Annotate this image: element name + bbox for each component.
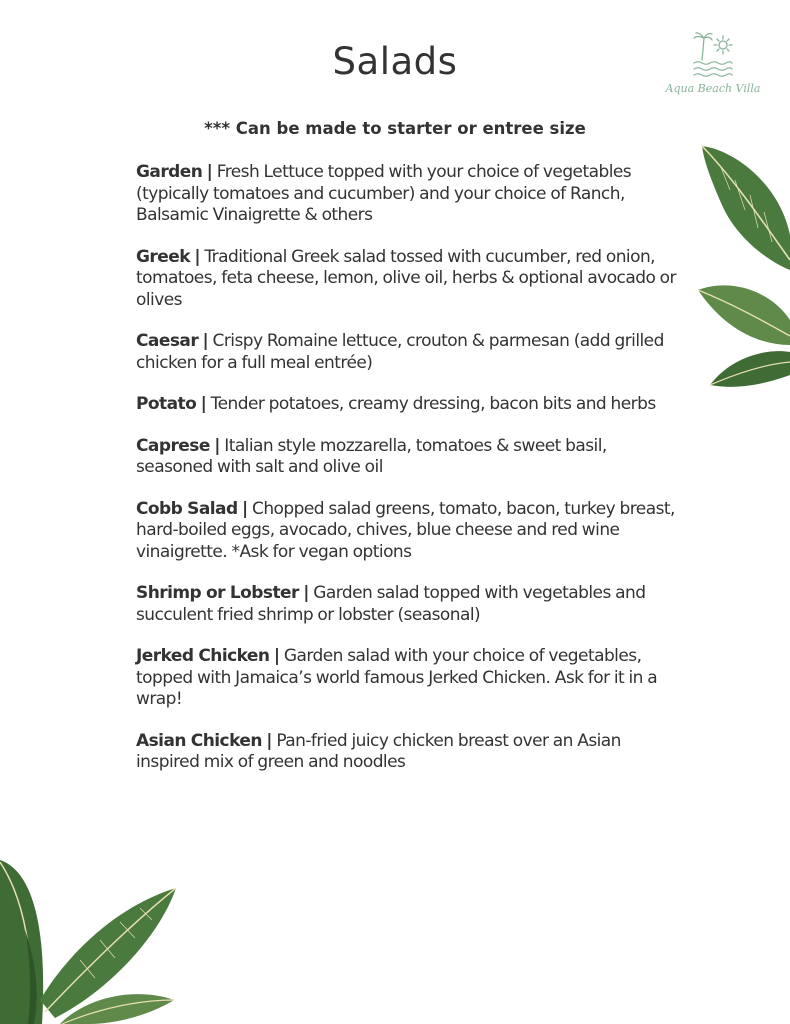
logo-text: Aqua Beach Villa — [665, 82, 761, 95]
menu-item-caprese — [136, 436, 684, 479]
item-name: Caesar — [136, 331, 199, 351]
item-name: Jerked Chicken — [136, 646, 270, 666]
leaf-icon — [702, 146, 790, 270]
page-title: Salads — [332, 40, 458, 83]
item-separator: | — [241, 498, 248, 519]
item-name: Cobb Salad — [136, 498, 238, 519]
salad-menu — [136, 162, 684, 794]
leaf-icon — [710, 351, 790, 387]
item-separator: | — [266, 730, 272, 751]
item-separator: | — [206, 162, 213, 182]
leaf-icon — [0, 860, 43, 1024]
menu-item-potato — [136, 394, 684, 416]
item-separator: | — [303, 583, 309, 603]
item-description: Pan-fried juicy chicken breast over an Asian inspired mix of green and noodles — [136, 730, 621, 772]
item-description: Garden salad topped with vegetables and succulent fried shrimp or lobster (seasonal) — [136, 583, 646, 625]
menu-item-garden — [136, 162, 684, 227]
item-description: Fresh Lettuce topped with your choice of vegetables (typically tomatoes and cucumber) and your choice of Ranch, Balsamic Vinaigrette & others — [136, 162, 632, 225]
item-description: Garden salad with your choice of vegetables, topped with Jamaica’s world famous Jerked Chicken. Ask for it in a wrap! — [136, 646, 658, 709]
item-description: Chopped salad greens, tomato, bacon, turkey breast, hard-boiled eggs, avocado, chives, blue cheese and red wine vinaigrette. *Ask for vegan options — [136, 498, 675, 562]
item-name: Shrimp or Lobster — [136, 583, 299, 603]
item-name: Caprese — [136, 435, 210, 456]
item-name: Garden — [136, 162, 203, 182]
item-separator: | — [273, 646, 280, 666]
leaf-icon — [698, 285, 790, 345]
item-separator: | — [200, 394, 207, 414]
palm-sun-waves-icon — [690, 30, 736, 80]
menu-item-jerked-chicken — [136, 646, 684, 711]
menu-item-asian-chicken — [136, 731, 684, 774]
item-name: Potato — [136, 394, 197, 414]
item-name: Greek — [136, 246, 190, 267]
item-separator: | — [202, 331, 209, 351]
item-description: Tender potatoes, creamy dressing, bacon bits and herbs — [210, 394, 656, 414]
menu-item-caesar — [136, 331, 684, 374]
menu-item-shrimp-or-lobster — [136, 583, 684, 626]
item-description: Traditional Greek salad tossed with cucumber, red onion, tomatoes, feta cheese, lemon, olive oil, herbs & optional avocado or olives — [136, 246, 676, 310]
item-description: Italian style mozzarella, tomatoes & sweet basil, seasoned with salt and olive oil — [136, 435, 607, 477]
menu-item-greek — [136, 247, 684, 312]
item-description: Crispy Romaine lettuce, crouton & parmesan (add grilled chicken for a full meal entrée) — [136, 331, 664, 373]
logo — [660, 30, 766, 102]
item-separator: | — [214, 435, 220, 456]
item-name: Asian Chicken — [136, 730, 262, 751]
leaf-decoration-left — [0, 850, 180, 1024]
item-separator: | — [194, 246, 200, 267]
leaf-decoration-right — [690, 140, 790, 400]
menu-item-cobb-salad — [136, 499, 684, 564]
size-note: *** Can be made to starter or entree size — [204, 119, 586, 138]
